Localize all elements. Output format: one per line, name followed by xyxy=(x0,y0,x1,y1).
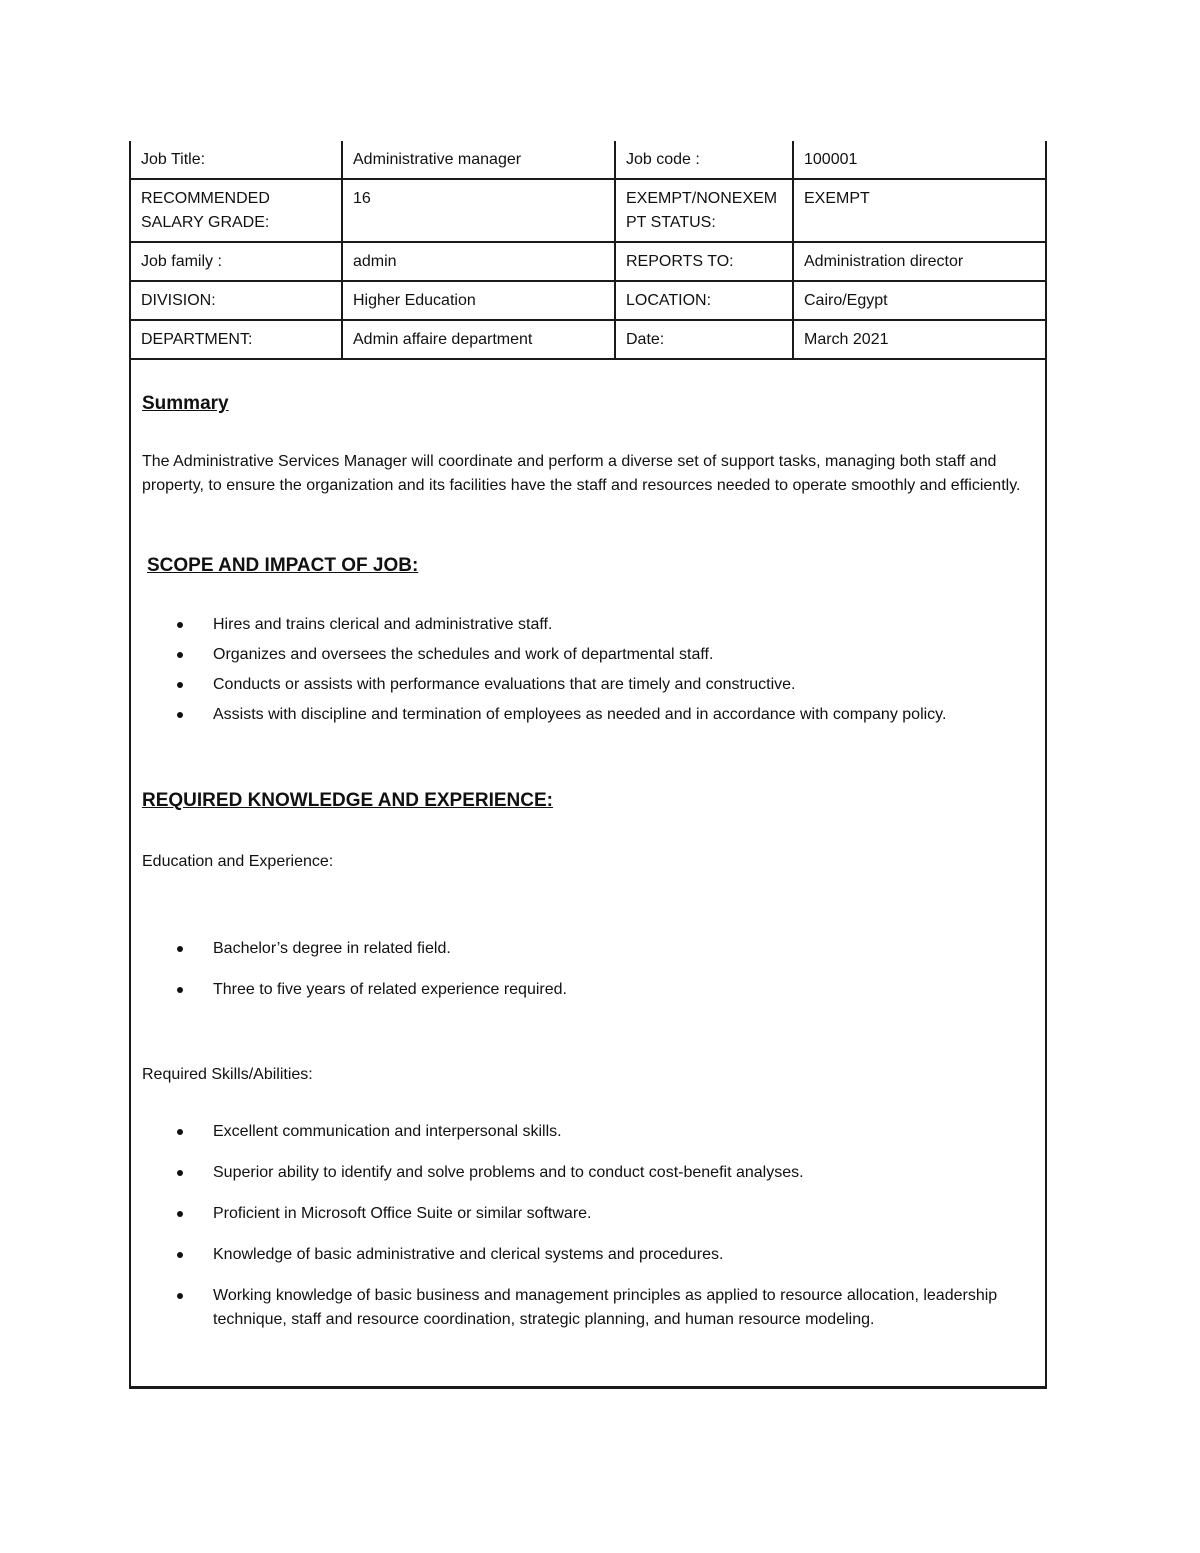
field-label: REPORTS TO: xyxy=(615,242,793,281)
list-item xyxy=(131,1202,1031,1226)
field-label: DIVISION: xyxy=(131,281,342,320)
table-row xyxy=(131,320,1045,359)
bullet-icon xyxy=(177,682,183,688)
bullet-icon xyxy=(177,1293,183,1299)
field-value: Cairo/Egypt xyxy=(793,281,1045,320)
summary-heading: Summary xyxy=(142,393,229,414)
list-item xyxy=(131,643,1031,667)
job-info-table xyxy=(131,141,1045,360)
list-item xyxy=(131,1243,1031,1267)
list-item-text: Superior ability to identify and solve problems and to conduct cost-benefit analyses. xyxy=(213,1164,804,1181)
list-item xyxy=(131,978,1031,1002)
list-item-text: Assists with discipline and termination of employees as needed and in accordance with company policy. xyxy=(213,706,947,723)
list-item xyxy=(131,613,1031,637)
education-list xyxy=(131,937,1031,1019)
list-item xyxy=(131,937,1031,961)
skills-heading: Required Skills/Abilities: xyxy=(142,1066,313,1083)
bullet-icon xyxy=(177,652,183,658)
summary-paragraph: The Administrative Services Manager will coordinate and perform a diverse set of support tasks, managing both staff and property, to ensure the organization and its facilities have the staff and resources needed to operate smoothly and efficiently. xyxy=(142,453,1021,494)
bullet-icon xyxy=(177,946,183,952)
field-value: admin xyxy=(342,242,615,281)
field-label: DEPARTMENT: xyxy=(131,320,342,359)
field-value: Admin affaire department xyxy=(342,320,615,359)
field-value: Administration director xyxy=(793,242,1045,281)
field-label: Job code : xyxy=(615,141,793,179)
bullet-icon xyxy=(177,622,183,628)
list-item xyxy=(131,1120,1031,1144)
field-value: 16 xyxy=(342,179,615,242)
list-item-text: Excellent communication and interpersonal skills. xyxy=(213,1123,562,1140)
field-value: 100001 xyxy=(793,141,1045,179)
list-item-text: Knowledge of basic administrative and clerical systems and procedures. xyxy=(213,1246,724,1263)
bullet-icon xyxy=(177,1170,183,1176)
list-item-text: Proficient in Microsoft Office Suite or similar software. xyxy=(213,1205,592,1222)
list-item xyxy=(131,703,1031,727)
field-value: Higher Education xyxy=(342,281,615,320)
table-row xyxy=(131,281,1045,320)
table-row xyxy=(131,242,1045,281)
list-item-text: Working knowledge of basic business and management principles as applied to resource allocation, leadership technique, staff and resource coordination, strategic planning, and human resource modeling. xyxy=(213,1287,998,1328)
field-label: EXEMPT/NONEXEMPT STATUS: xyxy=(615,179,793,242)
field-label: RECOMMENDED SALARY GRADE: xyxy=(131,179,342,242)
list-item-text: Hires and trains clerical and administrative staff. xyxy=(213,616,553,633)
list-item-text: Bachelor’s degree in related field. xyxy=(213,940,451,957)
skills-list xyxy=(131,1120,1031,1349)
field-label: Job Title: xyxy=(131,141,342,179)
table-row xyxy=(131,179,1045,242)
list-item xyxy=(131,1284,1031,1332)
bullet-icon xyxy=(177,1129,183,1135)
field-label: LOCATION: xyxy=(615,281,793,320)
bullet-icon xyxy=(177,987,183,993)
scope-list xyxy=(131,613,1031,733)
field-value: EXEMPT xyxy=(793,179,1045,242)
bullet-icon xyxy=(177,1252,183,1258)
field-label: Job family : xyxy=(131,242,342,281)
field-value: March 2021 xyxy=(793,320,1045,359)
list-item xyxy=(131,673,1031,697)
table-row xyxy=(131,141,1045,179)
job-description-frame xyxy=(129,141,1047,1389)
bullet-icon xyxy=(177,1211,183,1217)
scope-heading: SCOPE AND IMPACT OF JOB: xyxy=(147,555,419,576)
list-item-text: Organizes and oversees the schedules and work of departmental staff. xyxy=(213,646,714,663)
bullet-icon xyxy=(177,712,183,718)
field-label: Date: xyxy=(615,320,793,359)
field-value: Administrative manager xyxy=(342,141,615,179)
education-heading: Education and Experience: xyxy=(142,853,334,870)
list-item-text: Conducts or assists with performance evaluations that are timely and constructive. xyxy=(213,676,796,693)
list-item-text: Three to five years of related experience required. xyxy=(213,981,567,998)
list-item xyxy=(131,1161,1031,1185)
required-heading: REQUIRED KNOWLEDGE AND EXPERIENCE: xyxy=(142,790,553,811)
